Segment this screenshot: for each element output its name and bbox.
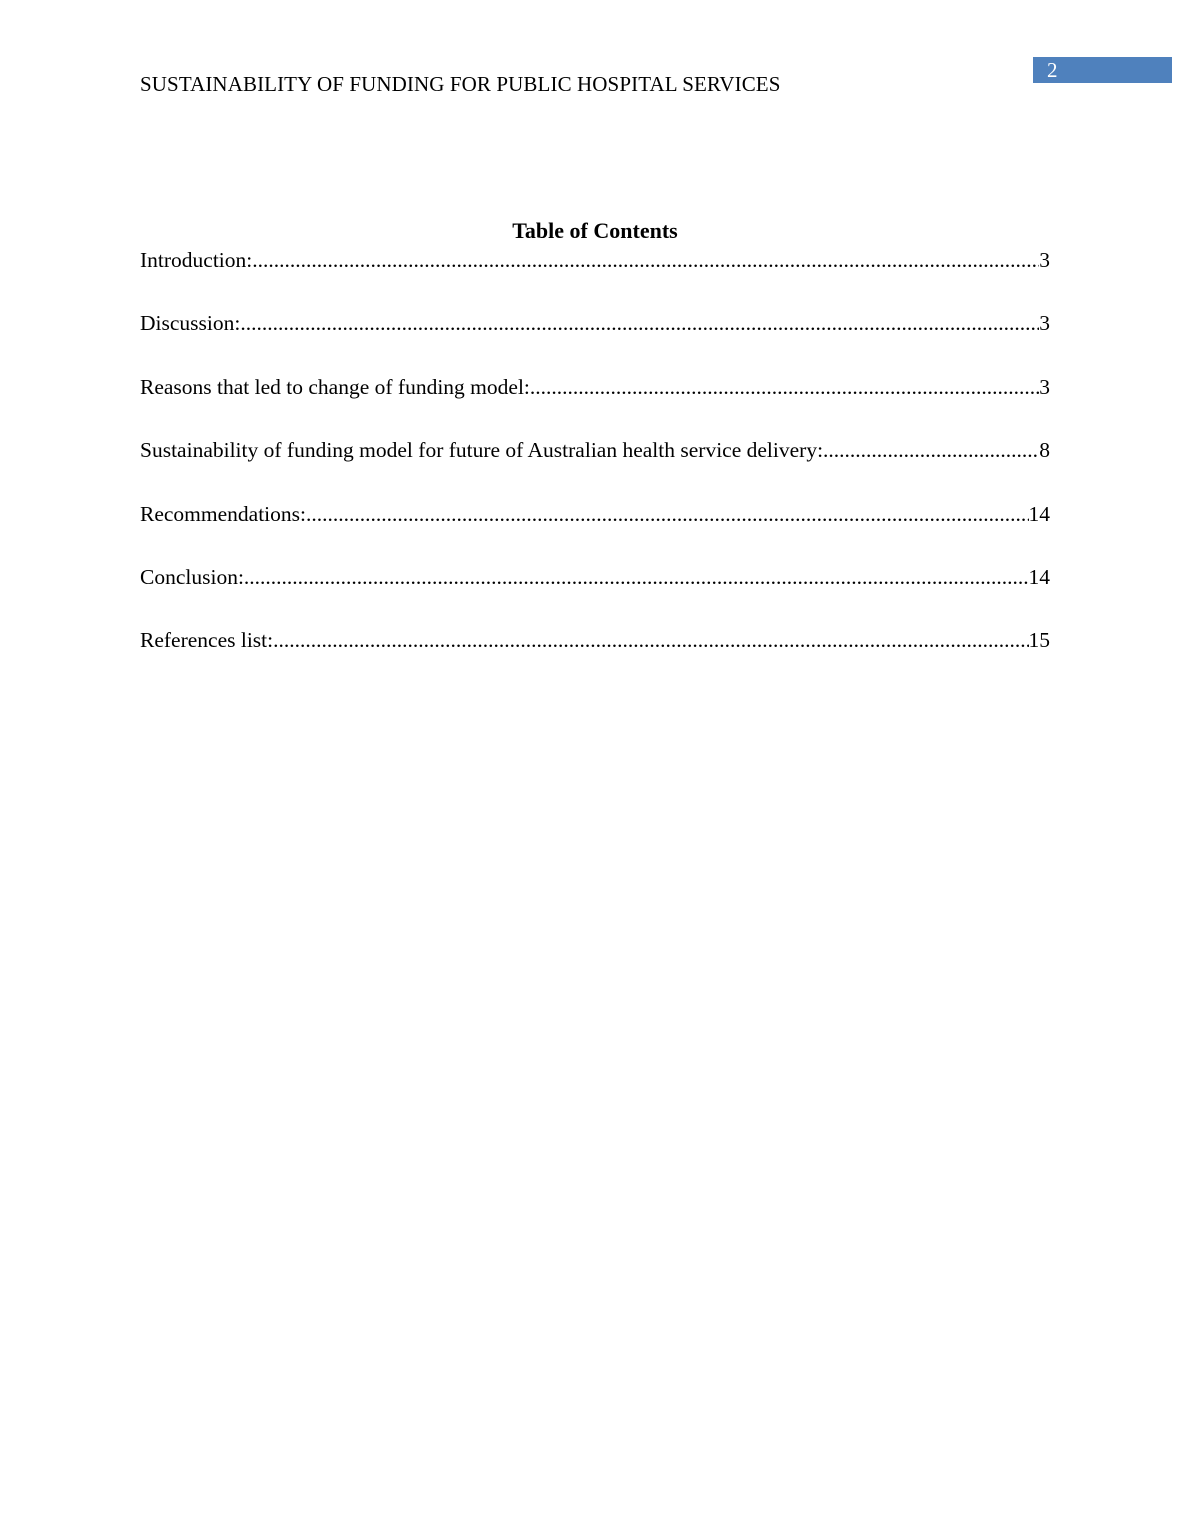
toc-entry-label: Sustainability of funding model for future of Australian health service delivery: (140, 438, 824, 463)
toc-entry-references[interactable] (140, 626, 1050, 689)
toc-dot-leader (244, 563, 1029, 591)
toc-entry-conclusion[interactable] (140, 563, 1050, 626)
toc-entry-label: Conclusion: (140, 564, 244, 589)
toc-entry-page: 14 (1028, 564, 1050, 589)
toc-entry-label: Reasons that led to change of funding model: (140, 374, 530, 399)
toc-entry-sustainability[interactable] (140, 436, 1050, 499)
table-of-contents (140, 246, 1050, 690)
toc-entry-discussion[interactable] (140, 309, 1050, 372)
toc-entry-recommendations[interactable] (140, 500, 1050, 563)
toc-entry-label: References list: (140, 628, 274, 653)
toc-entry-page: 3 (1039, 311, 1050, 336)
toc-entry-reasons[interactable] (140, 373, 1050, 436)
toc-entry-label: Recommendations: (140, 501, 306, 526)
toc-entry-page: 3 (1039, 248, 1050, 272)
toc-entry-label: Introduction: (140, 248, 253, 272)
toc-dot-leader (306, 500, 1029, 528)
toc-entry-label: Discussion: (140, 311, 241, 336)
toc-entry-page: 14 (1028, 501, 1050, 526)
page-number: 2 (1047, 58, 1058, 82)
page-number-badge (1033, 57, 1172, 83)
toc-title: Table of Contents (512, 218, 678, 243)
running-header: SUSTAINABILITY OF FUNDING FOR PUBLIC HOSPITAL SERVICES (140, 72, 781, 96)
toc-entry-page: 3 (1039, 374, 1050, 399)
toc-entry-page: 8 (1039, 438, 1050, 463)
toc-dot-leader (252, 246, 1039, 274)
toc-dot-leader (823, 436, 1039, 464)
toc-dot-leader (530, 373, 1039, 401)
toc-dot-leader (240, 309, 1039, 337)
toc-entry-page: 15 (1028, 628, 1050, 653)
toc-dot-leader (273, 626, 1028, 654)
toc-entry-introduction[interactable] (140, 246, 1050, 309)
